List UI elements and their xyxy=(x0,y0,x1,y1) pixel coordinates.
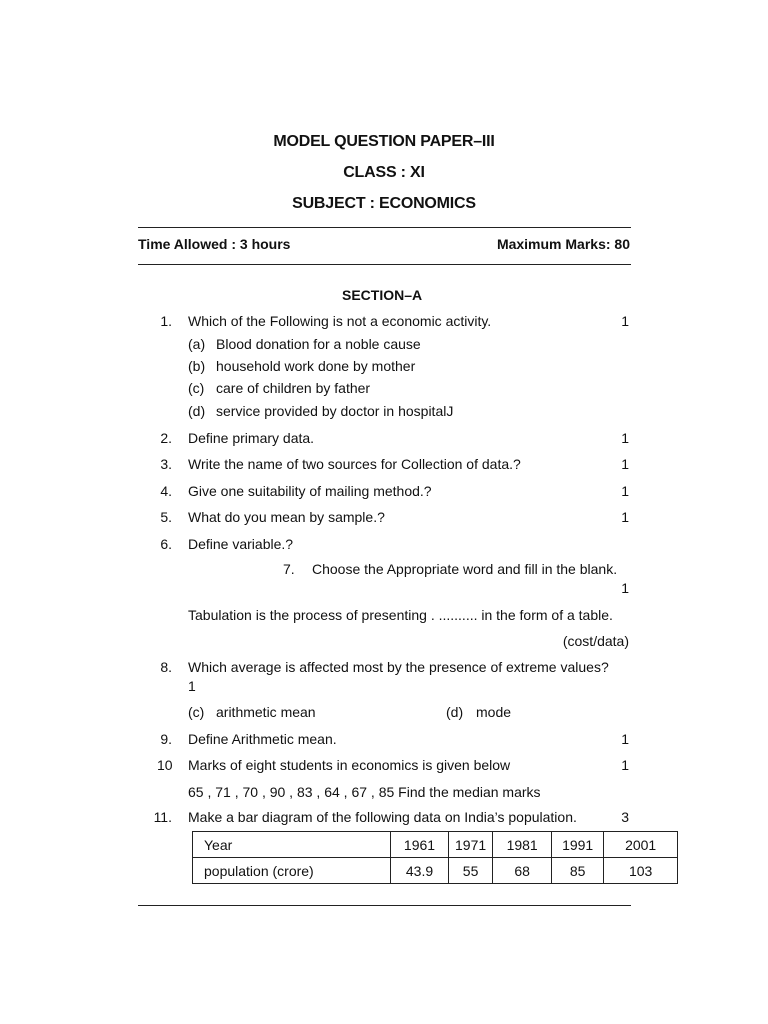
question-8-option-d-label: (d) xyxy=(446,704,464,720)
question-9-marks: 1 xyxy=(621,731,629,747)
question-4-marks: 1 xyxy=(621,483,629,499)
question-8-option-c-text: arithmetic mean xyxy=(216,704,316,720)
paper-title: MODEL QUESTION PAPER–III xyxy=(273,133,495,150)
option-d-text: service provided by doctor in hospitalJ xyxy=(216,403,454,419)
top-divider xyxy=(138,227,631,228)
question-10-marks: 1 xyxy=(621,757,629,773)
question-7-text: Choose the Appropriate word and fill in the blank. xyxy=(312,561,618,577)
header-bottom-divider xyxy=(138,264,631,265)
question-11-number: 11. xyxy=(153,809,172,825)
question-2-number: 2. xyxy=(160,430,172,446)
question-3-number: 3. xyxy=(160,456,172,472)
table-row xyxy=(193,832,678,858)
option-b-label: (b) xyxy=(188,358,206,374)
table-cell: 1991 xyxy=(552,832,604,858)
question-5-marks: 1 xyxy=(621,509,629,525)
question-11-marks: 3 xyxy=(621,809,629,825)
question-1-marks: 1 xyxy=(621,313,629,329)
table-cell: 1961 xyxy=(391,832,449,858)
subject-heading: SUBJECT : ECONOMICS xyxy=(292,195,476,212)
question-7-marks: 1 xyxy=(621,580,629,596)
question-5-number: 5. xyxy=(160,509,172,525)
table-cell: 68 xyxy=(493,858,552,884)
option-c-text: care of children by father xyxy=(216,380,371,396)
question-8-marks: 1 xyxy=(188,678,196,694)
option-a-label: (a) xyxy=(188,336,206,352)
question-2-text: Define primary data. xyxy=(188,430,315,446)
maximum-marks: Maximum Marks: 80 xyxy=(496,236,630,252)
question-8-option-c-label: (c) xyxy=(188,704,205,720)
question-1-number: 1. xyxy=(160,313,172,329)
question-11-text: Make a bar diagram of the following data on India’s population. xyxy=(188,809,577,825)
question-10-text: Marks of eight students in economics is given below xyxy=(188,757,511,773)
table-cell: Year xyxy=(193,832,391,858)
table-cell: 2001 xyxy=(604,832,678,858)
question-10-number: 10 xyxy=(157,757,173,773)
class-heading: CLASS : XI xyxy=(343,164,425,181)
question-6-number: 6. xyxy=(160,536,172,552)
question-7-sentence: Tabulation is the process of presenting . .......... in the form of a table. xyxy=(188,607,613,623)
table-cell: 43.9 xyxy=(391,858,449,884)
question-1-text: Which of the Following is not a economic activity. xyxy=(188,313,492,329)
option-a-text: Blood donation for a noble cause xyxy=(216,336,421,352)
question-7-choices: (cost/data) xyxy=(562,633,629,649)
table-cell: 1981 xyxy=(493,832,552,858)
question-4-number: 4. xyxy=(160,483,172,499)
question-4-text: Give one suitability of mailing method.? xyxy=(188,483,432,499)
question-3-marks: 1 xyxy=(621,456,629,472)
question-8-number: 8. xyxy=(160,659,172,675)
bottom-divider xyxy=(138,905,631,906)
table-cell: 1971 xyxy=(449,832,493,858)
section-title: SECTION–A xyxy=(342,287,423,303)
option-c-label: (c) xyxy=(188,380,205,396)
question-8-option-d-text: mode xyxy=(476,704,512,720)
question-7-number: 7. xyxy=(283,561,295,577)
question-5-text: What do you mean by sample.? xyxy=(188,509,385,525)
population-table xyxy=(192,831,678,884)
question-8-text: Which average is affected most by the presence of extreme values? xyxy=(188,659,609,675)
table-row xyxy=(193,858,678,884)
time-allowed: Time Allowed : 3 hours xyxy=(138,236,291,252)
question-9-number: 9. xyxy=(160,731,172,747)
option-b-text: household work done by mother xyxy=(216,358,416,374)
option-d-label: (d) xyxy=(188,403,206,419)
question-9-text: Define Arithmetic mean. xyxy=(188,731,337,747)
question-10-data: 65 , 71 , 70 , 90 , 83 , 64 , 67 , 85 Find the median marks xyxy=(188,784,541,800)
table-cell: 85 xyxy=(552,858,604,884)
question-2-marks: 1 xyxy=(621,430,629,446)
table-cell: 55 xyxy=(449,858,493,884)
question-3-text: Write the name of two sources for Collection of data.? xyxy=(188,456,521,472)
table-cell: population (crore) xyxy=(193,858,391,884)
table-cell: 103 xyxy=(604,858,678,884)
question-6-text: Define variable.? xyxy=(188,536,294,552)
